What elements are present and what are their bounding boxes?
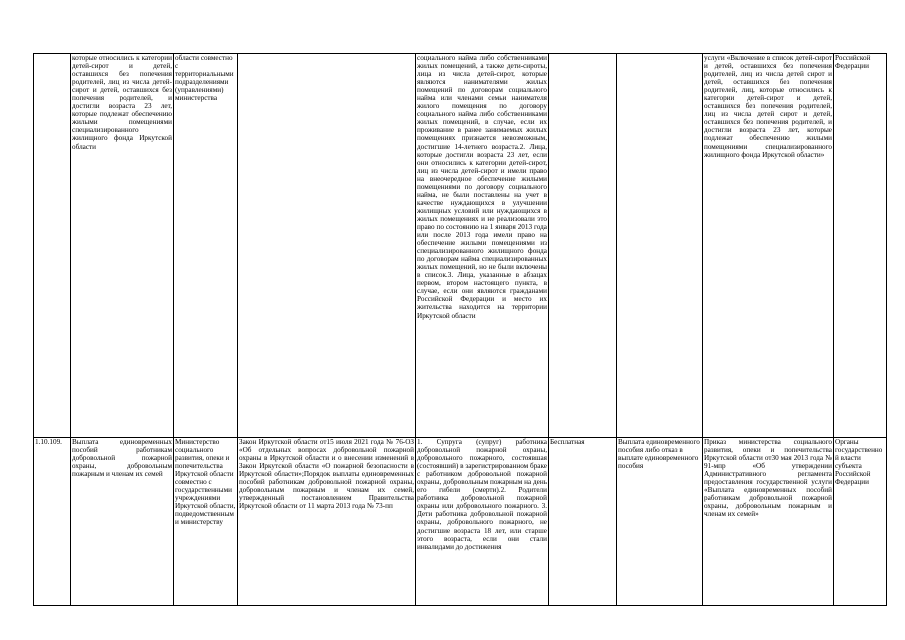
result-cell: Выплата единовременного пособия либо отказ в выплате единовременного пособия xyxy=(617,438,703,606)
row-number-cell xyxy=(34,54,71,438)
services-registry-table xyxy=(33,53,887,606)
service-name-cell: которые относились к категории детей-сирот и детей, оставшихся без попечения родителей, лиц из числа детей-сирот и детей, оставшихся без попечения родителей, и достигли возраста 23 лет, которые подлежат обеспечению жилыми помещениями специализированного жилищного фонда Иркутской области xyxy=(71,54,174,438)
authority-level-cell: Органы государственной власти субъекта Российской Федерации xyxy=(834,438,887,606)
row-number-cell: 1.10.109. xyxy=(34,438,71,606)
recipients-cell: социального найма либо собственниками жилых помещений, а также дети-сироты, лица из числа детей-сирот, которые являются нанимателями жилых помещений по договорам социального найма или членами семьи нанимателя жилого помещения по договору социального найма либо собственниками жилых помещений, в случае, если их проживание в ранее занимаемых жилых помещениях признается невозможным, достигшие 14-летнего возраста.2. Лица, которые достигли возраста 23 лет, если они относились к категории детей-сирот, лиц из числа детей-сирот и имели право на внеочередное обеспечение жилыми помещениями по договору социального найма, не были поставлены на учет в качестве нуждающихся в улучшении жилищных условий или нуждающихся в жилых помещениях и не реализовали это право по состоянию на 1 января 2013 года или после 2013 года имели право на обеспечение жилыми помещениями из специализированного жилищного фонда по договорам найма специализированных жилых помещений, но не были включены в список.3. Лица, указанные в абзацах первом, втором настоящего пункта, в случае, если они являются гражданами Российской Федерации и место их жительства находится на территории Иркутской области xyxy=(416,54,549,438)
executor-cell: Министерство социального развития, опеки и попечительства Иркутской области совместно с государственными учреждениями Иркутской области, подведомственными министерству xyxy=(174,438,238,606)
legal-basis-cell: Закон Иркутской области от15 июля 2021 года № 76-ОЗ «Об отдельных вопросах добровольной пожарной охраны в Иркутской области и о внесении изменений в Закон Иркутской области «О пожарной безопасности в Иркутской области»;Порядок выплаты единовременных пособий работникам добровольной пожарной охраны, добровольным пожарным и членам их семей, утвержденный постановлением Правительства Иркутской области от 11 марта 2013 года № 73-пп xyxy=(238,438,416,606)
result-cell xyxy=(617,54,703,438)
authority-level-cell: Российской Федерации xyxy=(834,54,887,438)
table-row xyxy=(34,54,887,438)
regulation-cell: Приказ министерства социального развития, опеки и попечительства Иркутской области от30 мая 2013 года № 91-мпр «Об утверждении Административного регламента предоставления государственной услуги «Выплата единовременных пособий работникам добровольной пожарной охраны, добровольным пожарным и членам их семей» xyxy=(703,438,834,606)
table-row xyxy=(34,438,887,606)
executor-cell: области совместно с территориальными подразделениями (управлениями) министерства xyxy=(174,54,238,438)
recipients-cell: 1. Супруга (супруг) работника добровольной пожарной охраны, добровольного пожарного, состоявшая (состоявший) в зарегистрированном браке с работником добровольной пожарной охраны, добровольным пожарным на день его гибели (смерти).2. Родители работника добровольной пожарной охраны или добровольного пожарного. 3. Дети работника добровольной пожарной охраны, добровольного пожарного, не достигшие возраста 18 лет, или старше этого возраста, если они стали инвалидами до достижения xyxy=(416,438,549,606)
legal-basis-cell xyxy=(238,54,416,438)
regulation-cell: услуги «Включение в список детей-сирот и детей, оставшихся без попечения родителей, лиц из числа детей сирот и детей, оставшихся без попечения родителей, лиц, которые относились к категории детей-сирот и детей, оставшихся без попечения родителей, лиц из числа детей сирот и детей, оставшихся без попечения родителей, и достигли возраста 23 лет, которые подлежат обеспечению жилыми помещениями специализированного жилищного фонда Иркутской области» xyxy=(703,54,834,438)
service-name-cell: Выплата единовременных пособий работникам добровольной пожарной охраны, добровольным пожарным и членам их семей xyxy=(71,438,174,606)
payment-cell: Бесплатная xyxy=(549,438,617,606)
payment-cell xyxy=(549,54,617,438)
